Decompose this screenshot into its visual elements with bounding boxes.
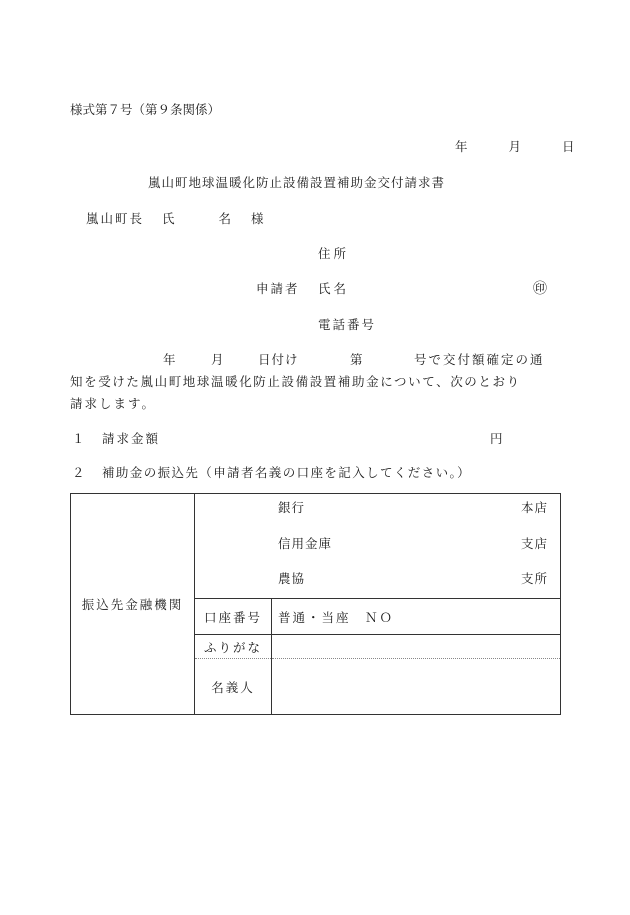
- date-day: 日: [562, 139, 575, 154]
- applicant-name-label: 氏名: [318, 281, 350, 296]
- body-year: 年: [163, 352, 176, 367]
- body-line1-tail: 号で交付額確定の通: [414, 352, 545, 367]
- account-holder-cell[interactable]: [272, 659, 561, 715]
- body-month: 月: [211, 352, 224, 367]
- addressee-mei: 名: [218, 211, 232, 226]
- bank-type-ginko: 銀行: [278, 500, 306, 515]
- account-holder-label: 名義人: [195, 659, 272, 715]
- addressee-sama: 様: [251, 211, 264, 226]
- branch-type-honten: 本店: [520, 500, 548, 515]
- addressee: [86, 209, 264, 227]
- phone-label: 電話番号: [318, 317, 377, 332]
- bank-name-cell[interactable]: [195, 494, 561, 599]
- branch-type-shiten: 支店: [520, 536, 548, 551]
- addressee-shi: 氏: [162, 211, 175, 226]
- body-day-ref: 日付け: [258, 352, 299, 367]
- applicant-label: 申請者: [256, 281, 300, 296]
- item2-label: 補助金の振込先（申請者名義の口座を記入してください。）: [102, 465, 472, 480]
- item1-yen: 円: [490, 431, 503, 446]
- seal-mark: ㊞: [533, 281, 547, 297]
- branch-type-shisho: 支所: [520, 571, 548, 586]
- account-number-cell[interactable]: [272, 599, 561, 635]
- bank-section-label: 振込先金融機関: [71, 494, 195, 715]
- item1-label: 請求金額: [102, 431, 161, 446]
- account-type-text: 普通・当座 ＮＯ: [278, 609, 395, 625]
- item2-number: ２: [72, 465, 85, 480]
- page-title: 嵐山町地球温暖化防止設備設置補助金交付請求書: [148, 175, 446, 190]
- account-number-label: 口座番号: [195, 599, 272, 635]
- date-month: 月: [508, 139, 522, 154]
- date-year: 年: [455, 139, 468, 154]
- furigana-label: ふりがな: [195, 635, 272, 659]
- body-dai: 第: [350, 352, 363, 367]
- form-number: 様式第７号（第９条関係）: [70, 102, 221, 117]
- request-body-line2: 知を受けた嵐山町地球温暖化防止設備設置補助金について、次のとおり: [70, 374, 521, 389]
- bank-type-nokyo: 農協: [278, 571, 306, 586]
- bank-transfer-table: [70, 493, 561, 715]
- address-label: 住所: [318, 246, 350, 261]
- furigana-input-cell[interactable]: [272, 635, 561, 659]
- request-body-line3: 請求します。: [70, 396, 157, 411]
- addressee-town: 嵐山町長: [86, 211, 145, 226]
- date-line: [455, 137, 575, 155]
- bank-type-shinkin: 信用金庫: [278, 536, 333, 551]
- item1-number: １: [72, 431, 85, 446]
